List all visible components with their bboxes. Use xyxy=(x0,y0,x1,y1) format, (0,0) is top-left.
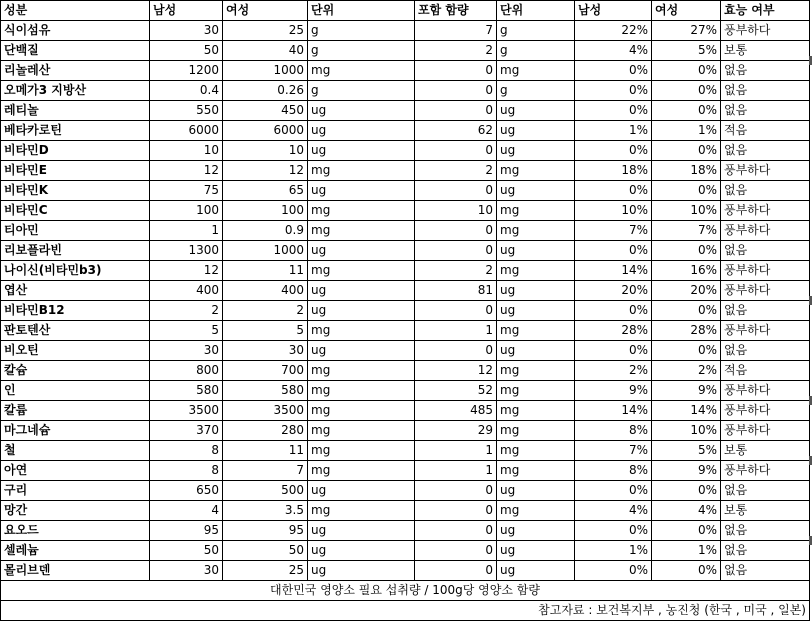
cell-req-unit[interactable]: ug xyxy=(308,541,415,561)
table-row xyxy=(1,341,810,361)
cell-efficacy[interactable]: 없음 xyxy=(721,81,810,101)
cell-male-req[interactable]: 8 xyxy=(150,441,223,461)
cell-req-unit[interactable]: mg xyxy=(308,381,415,401)
cell-req-unit[interactable]: ug xyxy=(308,341,415,361)
reference-row xyxy=(1,601,810,621)
cell-content-unit[interactable]: mg xyxy=(497,321,575,341)
cell-male-req[interactable]: 5 xyxy=(150,321,223,341)
cell-male-pct[interactable]: 0% xyxy=(575,141,652,161)
cell-req-unit[interactable]: g xyxy=(308,21,415,41)
table-row xyxy=(1,521,810,541)
cell-female-req[interactable]: 5 xyxy=(223,321,308,341)
cell-content-unit[interactable]: mg xyxy=(497,161,575,181)
cell-efficacy[interactable]: 없음 xyxy=(721,61,810,81)
cell-male-req[interactable]: 12 xyxy=(150,261,223,281)
footer-caption: 대한민국 영양소 필요 섭취량 / 100g당 영양소 함량 xyxy=(1,581,810,601)
cell-male-pct[interactable]: 0% xyxy=(575,181,652,201)
cell-content[interactable]: 0 xyxy=(415,541,497,561)
cell-nutrient[interactable]: 단백질 xyxy=(1,41,150,61)
cell-content-unit[interactable]: ug xyxy=(497,521,575,541)
table-row xyxy=(1,121,810,141)
cell-male-req[interactable]: 580 xyxy=(150,381,223,401)
cell-female-req[interactable]: 65 xyxy=(223,181,308,201)
cell-req-unit[interactable]: ug xyxy=(308,121,415,141)
cell-content[interactable]: 10 xyxy=(415,201,497,221)
cell-content[interactable]: 0 xyxy=(415,561,497,581)
cell-male-req[interactable]: 12 xyxy=(150,161,223,181)
cell-content-unit[interactable]: mg xyxy=(497,61,575,81)
cell-male-req[interactable]: 30 xyxy=(150,341,223,361)
header-content-unit: 단위 xyxy=(497,1,575,21)
cell-content[interactable]: 0 xyxy=(415,101,497,121)
cell-female-req[interactable]: 25 xyxy=(223,561,308,581)
cell-male-req[interactable]: 370 xyxy=(150,421,223,441)
cell-content-unit[interactable]: mg xyxy=(497,201,575,221)
cell-female-pct[interactable]: 0% xyxy=(652,341,721,361)
cell-female-pct[interactable]: 7% xyxy=(652,221,721,241)
cell-content[interactable]: 0 xyxy=(415,181,497,201)
cell-efficacy[interactable]: 없음 xyxy=(721,561,810,581)
cell-efficacy[interactable]: 풍부하다 xyxy=(721,221,810,241)
cell-content[interactable]: 1 xyxy=(415,441,497,461)
cell-male-req[interactable]: 30 xyxy=(150,561,223,581)
cell-efficacy[interactable]: 보통 xyxy=(721,501,810,521)
cell-content-unit[interactable]: ug xyxy=(497,341,575,361)
cell-male-pct[interactable]: 9% xyxy=(575,381,652,401)
cell-content[interactable]: 0 xyxy=(415,341,497,361)
cell-content-unit[interactable]: g xyxy=(497,81,575,101)
cell-female-pct[interactable]: 0% xyxy=(652,301,721,321)
cell-content-unit[interactable]: mg xyxy=(497,421,575,441)
cell-nutrient[interactable]: 몰리브덴 xyxy=(1,561,150,581)
cell-male-req[interactable]: 1300 xyxy=(150,241,223,261)
header-female-req: 여성 xyxy=(223,1,308,21)
cell-req-unit[interactable]: ug xyxy=(308,561,415,581)
cell-female-req[interactable]: 450 xyxy=(223,101,308,121)
cell-male-req[interactable]: 0.4 xyxy=(150,81,223,101)
cell-male-req[interactable]: 4 xyxy=(150,501,223,521)
cell-male-req[interactable]: 10 xyxy=(150,141,223,161)
cell-content-unit[interactable]: ug xyxy=(497,301,575,321)
cell-content[interactable]: 7 xyxy=(415,21,497,41)
cell-female-pct[interactable]: 0% xyxy=(652,61,721,81)
cell-male-pct[interactable]: 4% xyxy=(575,41,652,61)
cell-efficacy[interactable]: 없음 xyxy=(721,101,810,121)
cell-efficacy[interactable]: 풍부하다 xyxy=(721,321,810,341)
cell-efficacy[interactable]: 적음 xyxy=(721,361,810,381)
cell-content[interactable]: 1 xyxy=(415,321,497,341)
cell-male-pct[interactable]: 1% xyxy=(575,541,652,561)
table-row xyxy=(1,321,810,341)
cell-nutrient[interactable]: 마그네슘 xyxy=(1,421,150,441)
cell-req-unit[interactable]: mg xyxy=(308,441,415,461)
cell-efficacy[interactable]: 풍부하다 xyxy=(721,201,810,221)
cell-male-req[interactable]: 2 xyxy=(150,301,223,321)
cell-female-pct[interactable]: 9% xyxy=(652,461,721,481)
cell-male-pct[interactable]: 14% xyxy=(575,261,652,281)
cell-efficacy[interactable]: 풍부하다 xyxy=(721,381,810,401)
cell-female-req[interactable]: 2 xyxy=(223,301,308,321)
cell-efficacy[interactable]: 보통 xyxy=(721,41,810,61)
cell-efficacy[interactable]: 없음 xyxy=(721,301,810,321)
cell-female-pct[interactable]: 27% xyxy=(652,21,721,41)
cell-female-pct[interactable]: 16% xyxy=(652,261,721,281)
cell-efficacy[interactable]: 풍부하다 xyxy=(721,461,810,481)
cell-content[interactable]: 2 xyxy=(415,41,497,61)
cell-nutrient[interactable]: 레티놀 xyxy=(1,101,150,121)
cell-female-pct[interactable]: 0% xyxy=(652,481,721,501)
cell-female-pct[interactable]: 20% xyxy=(652,281,721,301)
header-male-pct: 남성 xyxy=(575,1,652,21)
cell-female-pct[interactable]: 1% xyxy=(652,121,721,141)
cell-efficacy[interactable]: 없음 xyxy=(721,181,810,201)
cell-nutrient[interactable]: 비타민E xyxy=(1,161,150,181)
cell-male-req[interactable]: 650 xyxy=(150,481,223,501)
cell-nutrient[interactable]: 식이섬유 xyxy=(1,21,150,41)
cell-efficacy[interactable]: 풍부하다 xyxy=(721,401,810,421)
cell-efficacy[interactable]: 없음 xyxy=(721,481,810,501)
cell-female-pct[interactable]: 0% xyxy=(652,141,721,161)
cell-female-pct[interactable]: 0% xyxy=(652,81,721,101)
header-nutrient: 성분 xyxy=(1,1,150,21)
cell-nutrient[interactable]: 나이신(비타민b3) xyxy=(1,261,150,281)
cell-male-pct[interactable]: 10% xyxy=(575,201,652,221)
cell-male-pct[interactable]: 0% xyxy=(575,521,652,541)
cell-male-pct[interactable]: 14% xyxy=(575,401,652,421)
table-row xyxy=(1,261,810,281)
cell-content[interactable]: 2 xyxy=(415,261,497,281)
table-row xyxy=(1,21,810,41)
cell-male-pct[interactable]: 7% xyxy=(575,221,652,241)
cell-female-pct[interactable]: 0% xyxy=(652,561,721,581)
cell-nutrient[interactable]: 철 xyxy=(1,441,150,461)
cell-female-req[interactable]: 6000 xyxy=(223,121,308,141)
cell-female-req[interactable]: 12 xyxy=(223,161,308,181)
cell-content[interactable]: 485 xyxy=(415,401,497,421)
cell-male-pct[interactable]: 7% xyxy=(575,441,652,461)
cell-female-req[interactable]: 100 xyxy=(223,201,308,221)
table-row xyxy=(1,161,810,181)
cell-nutrient[interactable]: 엽산 xyxy=(1,281,150,301)
cell-efficacy[interactable]: 없음 xyxy=(721,241,810,261)
reference-note: 참고자료 : 보건복지부 , 농진청 (한국 , 미국 , 일본) xyxy=(1,601,810,621)
cell-efficacy[interactable]: 적음 xyxy=(721,121,810,141)
table-row xyxy=(1,381,810,401)
cell-req-unit[interactable]: ug xyxy=(308,481,415,501)
table-row xyxy=(1,301,810,321)
cell-male-pct[interactable]: 8% xyxy=(575,461,652,481)
cell-content[interactable]: 1 xyxy=(415,461,497,481)
cell-content-unit[interactable]: mg xyxy=(497,441,575,461)
cell-male-req[interactable]: 30 xyxy=(150,21,223,41)
cell-male-pct[interactable]: 1% xyxy=(575,121,652,141)
cell-content-unit[interactable]: ug xyxy=(497,101,575,121)
cell-female-pct[interactable]: 5% xyxy=(652,441,721,461)
cell-content[interactable]: 0 xyxy=(415,61,497,81)
cell-req-unit[interactable]: mg xyxy=(308,501,415,521)
cell-male-req[interactable]: 50 xyxy=(150,41,223,61)
cell-male-pct[interactable]: 2% xyxy=(575,361,652,381)
cell-female-req[interactable]: 7 xyxy=(223,461,308,481)
cell-male-req[interactable]: 8 xyxy=(150,461,223,481)
cell-female-req[interactable]: 580 xyxy=(223,381,308,401)
cell-content-unit[interactable]: mg xyxy=(497,381,575,401)
cell-req-unit[interactable]: mg xyxy=(308,361,415,381)
cell-male-pct[interactable]: 0% xyxy=(575,61,652,81)
cell-nutrient[interactable]: 인 xyxy=(1,381,150,401)
cell-female-pct[interactable]: 5% xyxy=(652,41,721,61)
table-row xyxy=(1,141,810,161)
header-female-pct: 여성 xyxy=(652,1,721,21)
cell-nutrient[interactable]: 요오드 xyxy=(1,521,150,541)
cell-female-pct[interactable]: 2% xyxy=(652,361,721,381)
table-row xyxy=(1,41,810,61)
table-row xyxy=(1,241,810,261)
cell-nutrient[interactable]: 티아민 xyxy=(1,221,150,241)
cell-female-req[interactable]: 0.26 xyxy=(223,81,308,101)
cell-req-unit[interactable]: ug xyxy=(308,301,415,321)
cell-efficacy[interactable]: 없음 xyxy=(721,341,810,361)
cell-efficacy[interactable]: 없음 xyxy=(721,521,810,541)
cell-efficacy[interactable]: 풍부하다 xyxy=(721,421,810,441)
cell-female-pct[interactable]: 14% xyxy=(652,401,721,421)
cell-nutrient[interactable]: 리놀레산 xyxy=(1,61,150,81)
cell-content-unit[interactable]: ug xyxy=(497,141,575,161)
table-row xyxy=(1,181,810,201)
cell-content-unit[interactable]: g xyxy=(497,41,575,61)
cell-male-pct[interactable]: 4% xyxy=(575,501,652,521)
cell-female-req[interactable]: 3.5 xyxy=(223,501,308,521)
cell-content[interactable]: 0 xyxy=(415,241,497,261)
cell-req-unit[interactable]: g xyxy=(308,41,415,61)
cell-nutrient[interactable]: 비타민D xyxy=(1,141,150,161)
cell-female-req[interactable]: 50 xyxy=(223,541,308,561)
cell-content-unit[interactable]: ug xyxy=(497,561,575,581)
cell-efficacy[interactable]: 없음 xyxy=(721,141,810,161)
cell-female-pct[interactable]: 28% xyxy=(652,321,721,341)
cell-content[interactable]: 29 xyxy=(415,421,497,441)
cell-female-req[interactable]: 40 xyxy=(223,41,308,61)
cell-nutrient[interactable]: 아연 xyxy=(1,461,150,481)
cell-req-unit[interactable]: ug xyxy=(308,241,415,261)
cell-efficacy[interactable]: 풍부하다 xyxy=(721,21,810,41)
cell-nutrient[interactable]: 판토텐산 xyxy=(1,321,150,341)
cell-content[interactable]: 0 xyxy=(415,521,497,541)
cell-female-pct[interactable]: 10% xyxy=(652,421,721,441)
cell-req-unit[interactable]: mg xyxy=(308,461,415,481)
cell-req-unit[interactable]: ug xyxy=(308,181,415,201)
table-row xyxy=(1,281,810,301)
cell-male-req[interactable]: 550 xyxy=(150,101,223,121)
table-row xyxy=(1,401,810,421)
cell-female-pct[interactable]: 0% xyxy=(652,101,721,121)
cell-male-req[interactable]: 75 xyxy=(150,181,223,201)
cell-content-unit[interactable]: mg xyxy=(497,401,575,421)
cell-male-pct[interactable]: 18% xyxy=(575,161,652,181)
cell-req-unit[interactable]: ug xyxy=(308,281,415,301)
cell-req-unit[interactable]: ug xyxy=(308,521,415,541)
cell-content-unit[interactable]: ug xyxy=(497,481,575,501)
cell-efficacy[interactable]: 보통 xyxy=(721,441,810,461)
cell-female-req[interactable]: 25 xyxy=(223,21,308,41)
cell-male-pct[interactable]: 0% xyxy=(575,241,652,261)
cell-content-unit[interactable]: ug xyxy=(497,181,575,201)
cell-nutrient[interactable]: 망간 xyxy=(1,501,150,521)
cell-req-unit[interactable]: ug xyxy=(308,101,415,121)
table-row xyxy=(1,441,810,461)
cell-nutrient[interactable]: 셀레늄 xyxy=(1,541,150,561)
cell-female-req[interactable]: 280 xyxy=(223,421,308,441)
cell-content[interactable]: 0 xyxy=(415,221,497,241)
cell-female-req[interactable]: 3500 xyxy=(223,401,308,421)
table-row xyxy=(1,361,810,381)
cell-content-unit[interactable]: mg xyxy=(497,461,575,481)
cell-content-unit[interactable]: ug xyxy=(497,281,575,301)
cell-content[interactable]: 0 xyxy=(415,141,497,161)
cell-male-pct[interactable]: 0% xyxy=(575,481,652,501)
cell-female-pct[interactable]: 9% xyxy=(652,381,721,401)
cell-content[interactable]: 0 xyxy=(415,301,497,321)
cell-male-pct[interactable]: 0% xyxy=(575,301,652,321)
cell-female-pct[interactable]: 4% xyxy=(652,501,721,521)
cell-male-req[interactable]: 95 xyxy=(150,521,223,541)
cell-efficacy[interactable]: 풍부하다 xyxy=(721,261,810,281)
cell-male-pct[interactable]: 0% xyxy=(575,561,652,581)
table-row xyxy=(1,81,810,101)
cell-male-req[interactable]: 1 xyxy=(150,221,223,241)
cell-female-req[interactable]: 1000 xyxy=(223,241,308,261)
cell-female-req[interactable]: 0.9 xyxy=(223,221,308,241)
cell-female-pct[interactable]: 0% xyxy=(652,181,721,201)
cell-female-pct[interactable]: 18% xyxy=(652,161,721,181)
cell-female-req[interactable]: 700 xyxy=(223,361,308,381)
cell-male-req[interactable]: 800 xyxy=(150,361,223,381)
table-row xyxy=(1,481,810,501)
cell-content[interactable]: 52 xyxy=(415,381,497,401)
cell-content[interactable]: 12 xyxy=(415,361,497,381)
cell-efficacy[interactable]: 풍부하다 xyxy=(721,281,810,301)
cell-req-unit[interactable]: g xyxy=(308,81,415,101)
cell-female-req[interactable]: 1000 xyxy=(223,61,308,81)
cell-req-unit[interactable]: mg xyxy=(308,61,415,81)
cell-nutrient[interactable]: 리보플라빈 xyxy=(1,241,150,261)
cell-content-unit[interactable]: mg xyxy=(497,221,575,241)
cell-female-req[interactable]: 11 xyxy=(223,261,308,281)
cell-male-req[interactable]: 3500 xyxy=(150,401,223,421)
table-row xyxy=(1,201,810,221)
cell-male-pct[interactable]: 20% xyxy=(575,281,652,301)
cell-efficacy[interactable]: 풍부하다 xyxy=(721,161,810,181)
cell-female-req[interactable]: 95 xyxy=(223,521,308,541)
header-req-unit: 단위 xyxy=(308,1,415,21)
cell-req-unit[interactable]: mg xyxy=(308,321,415,341)
table-row xyxy=(1,221,810,241)
header-row xyxy=(1,1,810,21)
header-efficacy: 효능 여부 xyxy=(721,1,810,21)
cell-nutrient[interactable]: 비타민B12 xyxy=(1,301,150,321)
cell-content-unit[interactable]: g xyxy=(497,21,575,41)
cell-male-req[interactable]: 100 xyxy=(150,201,223,221)
cell-req-unit[interactable]: mg xyxy=(308,161,415,181)
cell-nutrient[interactable]: 칼슘 xyxy=(1,361,150,381)
cell-male-pct[interactable]: 0% xyxy=(575,81,652,101)
cell-content[interactable]: 0 xyxy=(415,501,497,521)
cell-female-req[interactable]: 11 xyxy=(223,441,308,461)
header-content: 포함 함량 xyxy=(415,1,497,21)
cell-req-unit[interactable]: mg xyxy=(308,421,415,441)
cell-nutrient[interactable]: 베타카로틴 xyxy=(1,121,150,141)
cell-female-pct[interactable]: 0% xyxy=(652,521,721,541)
table-row xyxy=(1,501,810,521)
cell-nutrient[interactable]: 오메가3 지방산 xyxy=(1,81,150,101)
table-row xyxy=(1,561,810,581)
table-row xyxy=(1,541,810,561)
cell-male-pct[interactable]: 0% xyxy=(575,101,652,121)
cell-female-pct[interactable]: 1% xyxy=(652,541,721,561)
header-male-req: 남성 xyxy=(150,1,223,21)
cell-nutrient[interactable]: 구리 xyxy=(1,481,150,501)
cell-content-unit[interactable]: mg xyxy=(497,501,575,521)
cell-req-unit[interactable]: mg xyxy=(308,221,415,241)
cell-nutrient[interactable]: 비타민K xyxy=(1,181,150,201)
cell-nutrient[interactable]: 비오틴 xyxy=(1,341,150,361)
cell-content[interactable]: 0 xyxy=(415,481,497,501)
cell-efficacy[interactable]: 없음 xyxy=(721,541,810,561)
cell-male-pct[interactable]: 28% xyxy=(575,321,652,341)
cell-male-req[interactable]: 400 xyxy=(150,281,223,301)
cell-female-req[interactable]: 30 xyxy=(223,341,308,361)
cell-male-req[interactable]: 6000 xyxy=(150,121,223,141)
cell-content-unit[interactable]: ug xyxy=(497,541,575,561)
table-row xyxy=(1,461,810,481)
cell-content[interactable]: 0 xyxy=(415,81,497,101)
cell-content-unit[interactable]: ug xyxy=(497,241,575,261)
table-row xyxy=(1,101,810,121)
cell-male-pct[interactable]: 0% xyxy=(575,341,652,361)
cell-female-pct[interactable]: 10% xyxy=(652,201,721,221)
cell-content[interactable]: 62 xyxy=(415,121,497,141)
table-body xyxy=(1,21,810,581)
cell-male-req[interactable]: 1200 xyxy=(150,61,223,81)
cell-male-pct[interactable]: 22% xyxy=(575,21,652,41)
cell-content-unit[interactable]: mg xyxy=(497,261,575,281)
cell-nutrient[interactable]: 비타민C xyxy=(1,201,150,221)
cell-male-req[interactable]: 50 xyxy=(150,541,223,561)
table-row xyxy=(1,61,810,81)
cell-female-req[interactable]: 500 xyxy=(223,481,308,501)
cell-content[interactable]: 2 xyxy=(415,161,497,181)
cell-content[interactable]: 81 xyxy=(415,281,497,301)
cell-content-unit[interactable]: mg xyxy=(497,361,575,381)
cell-req-unit[interactable]: mg xyxy=(308,261,415,281)
cell-male-pct[interactable]: 8% xyxy=(575,421,652,441)
cell-nutrient[interactable]: 칼륨 xyxy=(1,401,150,421)
cell-req-unit[interactable]: mg xyxy=(308,201,415,221)
cell-female-req[interactable]: 400 xyxy=(223,281,308,301)
cell-req-unit[interactable]: ug xyxy=(308,141,415,161)
footer-row xyxy=(1,581,810,601)
cell-content-unit[interactable]: ug xyxy=(497,121,575,141)
cell-female-req[interactable]: 10 xyxy=(223,141,308,161)
cell-female-pct[interactable]: 0% xyxy=(652,241,721,261)
table-row xyxy=(1,421,810,441)
cell-req-unit[interactable]: mg xyxy=(308,401,415,421)
